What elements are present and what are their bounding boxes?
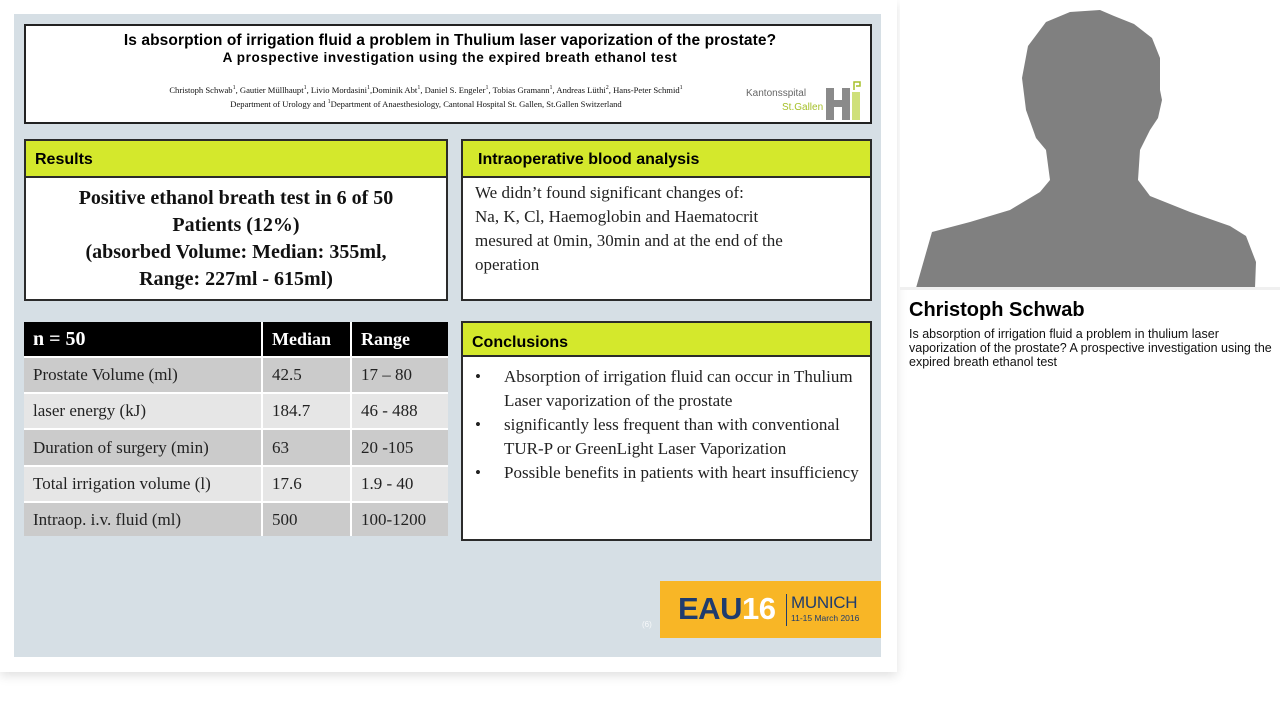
header-median: Median — [262, 322, 351, 357]
conclusions-list — [463, 357, 870, 485]
author: Christoph Schwab$^1$, — [169, 84, 240, 95]
blood-line: Na, K, Cl, Haemoglobin and Haematocrit — [475, 207, 759, 226]
author: Andreas Lüthi$^2$, — [556, 84, 614, 95]
speaker-name: Christoph Schwab — [909, 299, 1085, 321]
table-row — [24, 502, 448, 536]
row-label: laser energy (kJ) — [24, 393, 262, 429]
slide-number: (6) — [642, 620, 652, 629]
bullet-icon: • — [475, 367, 481, 386]
presentation-title: Is absorption of irrigation fluid a problem in thulium laser vaporization of the prostate? A prospective investigation using the expired breath ethanol test — [909, 327, 1272, 369]
row-range: 100-1200 — [351, 502, 448, 536]
row-range: 1.9 - 40 — [351, 466, 448, 502]
author: Daniel S. Engeler$^1$, — [424, 84, 493, 95]
poster-title: Is absorption of irrigation fluid a problem in Thulium laser vaporization of the prostate? — [123, 32, 777, 49]
blood-line: We didn’t found significant changes of: — [475, 183, 744, 202]
row-range: 17 – 80 — [351, 357, 448, 393]
row-label: Intraop. i.v. fluid (ml) — [24, 502, 262, 536]
results-line: Range: 227ml - 615ml) — [139, 268, 333, 290]
conclusions-heading: Conclusions — [463, 323, 870, 357]
table-row — [24, 357, 448, 393]
author-block — [116, 82, 736, 110]
author: Dominik Abt$^1$, — [372, 84, 425, 95]
header-n: n = 50 — [24, 322, 262, 357]
blood-analysis-heading: Intraoperative blood analysis — [463, 141, 870, 178]
table-row — [24, 466, 448, 502]
row-label: Duration of surgery (min) — [24, 429, 262, 466]
results-line: Positive ethanol breath test in 6 of 50 — [78, 187, 394, 209]
logo-text-line1: Kantonsspital — [746, 88, 807, 99]
hospital-h-icon — [824, 78, 864, 122]
poster-header — [24, 24, 872, 124]
blood-analysis-section — [461, 139, 872, 301]
table-header-row — [24, 322, 448, 357]
blood-line: mesured at 0min, 30min and at the end of the — [475, 231, 783, 250]
conclusions-section — [461, 321, 872, 541]
results-body — [26, 178, 446, 293]
results-section — [24, 139, 448, 301]
blood-line: operation — [475, 255, 540, 274]
affiliation: Department of Urology and $^1$Department of Anaesthesiology, Cantonal Hospital St. Gallen, St.Gallen Switzerland — [230, 98, 622, 109]
person-silhouette-icon — [900, 0, 1280, 288]
banner-dates: 11-15 March 2016 — [791, 613, 860, 623]
author-list — [116, 82, 736, 96]
poster-subtitle: A prospective investigation using the expired breath ethanol test — [222, 50, 678, 65]
row-median: 184.7 — [262, 393, 351, 429]
row-label: Total irrigation volume (l) — [24, 466, 262, 502]
banner-divider — [786, 594, 787, 626]
statistics-table — [24, 322, 448, 536]
results-line: Patients (12%) — [172, 214, 300, 236]
panel-divider — [900, 287, 1280, 290]
kantonsspital-logo — [744, 70, 868, 118]
bullet-icon: • — [475, 415, 481, 434]
results-line: (absorbed Volume: Median: 355ml, — [85, 241, 387, 263]
list-item: • Possible benefits in patients with heart insufficiency — [475, 461, 860, 485]
list-item: • significantly less frequent than with conventional TUR-P or GreenLight Laser Vaporization — [475, 415, 840, 458]
author: Hans-Peter Schmid$^1$ — [613, 84, 683, 95]
author: Livio Mordasini$^1$, — [310, 84, 373, 95]
row-range: 46 - 488 — [351, 393, 448, 429]
header-range: Range — [351, 322, 448, 357]
banner-city: MUNICH — [791, 593, 858, 612]
row-median: 500 — [262, 502, 351, 536]
eau-logo-text: EAU16 — [678, 591, 776, 626]
eau-congress-banner — [660, 581, 881, 638]
row-median: 63 — [262, 429, 351, 466]
list-item: • Absorption of irrigation fluid can occur in Thulium Laser vaporization of the prostate — [475, 367, 853, 410]
speaker-avatar — [900, 0, 1280, 288]
table-row — [24, 393, 448, 429]
slide — [14, 14, 881, 657]
results-heading: Results — [26, 141, 446, 178]
row-median: 17.6 — [262, 466, 351, 502]
bullet-icon: • — [475, 463, 481, 482]
row-label: Prostate Volume (ml) — [24, 357, 262, 393]
row-median: 42.5 — [262, 357, 351, 393]
blood-analysis-body — [463, 178, 870, 277]
logo-text-line2: St.Gallen — [782, 102, 824, 113]
author: Tobias Gramann$^1$, — [492, 84, 557, 95]
table-row — [24, 429, 448, 466]
author: Gautier Müllhaupt$^1$, — [239, 84, 311, 95]
row-range: 20 -105 — [351, 429, 448, 466]
